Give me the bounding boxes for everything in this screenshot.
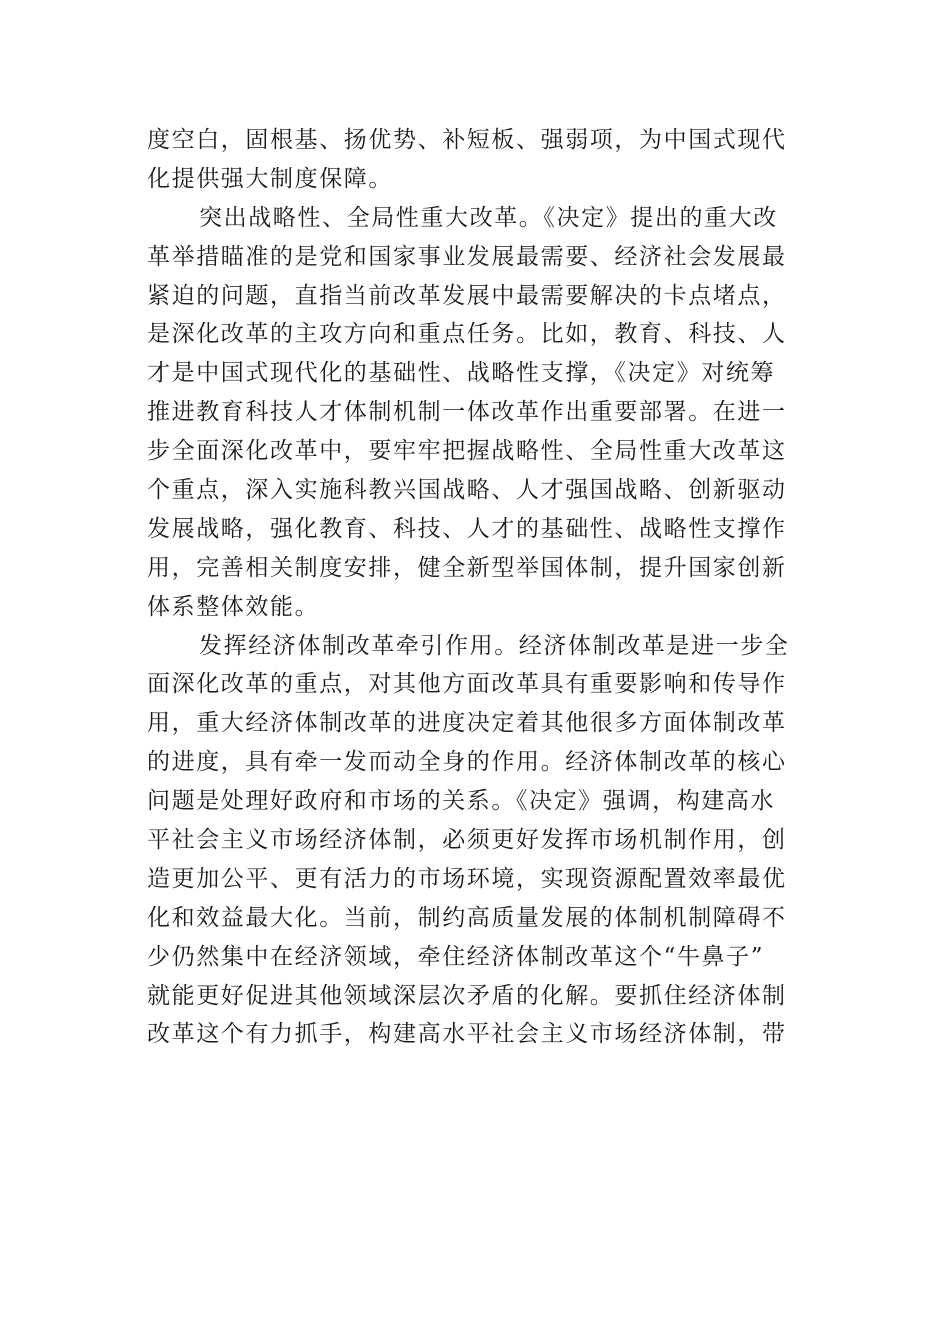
text-line: 推进教育科技人才体制机制一体改革作出重要部署。在进一	[147, 399, 787, 426]
text-line: 度空白，固根基、扬优势、补短板、强弱项，为中国式现代	[147, 127, 787, 153]
text-line: 个重点，深入实施科教兴国战略、人才强国战略、创新驱动	[147, 477, 787, 504]
text-line: 用，完善相关制度安排，健全新型举国体制，提升国家创新	[147, 554, 787, 581]
text-line: 化提供强大制度保障。	[147, 165, 393, 192]
text-line: 面深化改革的重点，对其他方面改革具有重要影响和传导作	[147, 671, 787, 698]
text-line: 改革这个有力抓手，构建高水平社会主义市场经济体制，带	[147, 1021, 787, 1048]
text-line: 化和效益最大化。当前，制约高质量发展的体制机制障碍不	[147, 904, 787, 931]
text-line: 是深化改革的主攻方向和重点任务。比如，教育、科技、人	[147, 321, 787, 348]
text-line: 造更加公平、更有活力的市场环境，实现资源配置效率最优	[147, 865, 787, 892]
document-body	[147, 121, 817, 1054]
text-line: 少仍然集中在经济领域，牵住经济体制改革这个“牛鼻子”	[147, 943, 765, 970]
paragraph-first-line: 发挥经济体制改革牵引作用。经济体制改革是进一步全	[199, 632, 790, 659]
text-line: 才是中国式现代化的基础性、战略性支撑，《决定》对统筹	[147, 360, 776, 387]
text-line: 体系整体效能。	[147, 593, 320, 620]
text-line: 紧迫的问题，直指当前改革发展中最需要解决的卡点堵点，	[147, 282, 787, 309]
text-line: 问题是处理好政府和市场的关系。《决定》强调，构建高水	[147, 788, 776, 815]
text-line: 的进度，具有牵一发而动全身的作用。经济体制改革的核心	[147, 749, 787, 776]
text-line: 革举措瞄准的是党和国家事业发展最需要、经济社会发展最	[147, 243, 787, 270]
text-line: 就能更好促进其他领域深层次矛盾的化解。要抓住经济体制	[147, 982, 787, 1009]
text-line: 步全面深化改革中，要牢牢把握战略性、全局性重大改革这	[147, 438, 787, 465]
text-line: 发展战略，强化教育、科技、人才的基础性、战略性支撑作	[147, 515, 787, 542]
text-line: 用，重大经济体制改革的进度决定着其他很多方面体制改革	[147, 710, 787, 737]
text-line: 平社会主义市场经济体制，必须更好发挥市场机制作用，创	[147, 827, 787, 854]
paragraph-first-line: 突出战略性、全局性重大改革。《决定》提出的重大改	[199, 204, 778, 231]
